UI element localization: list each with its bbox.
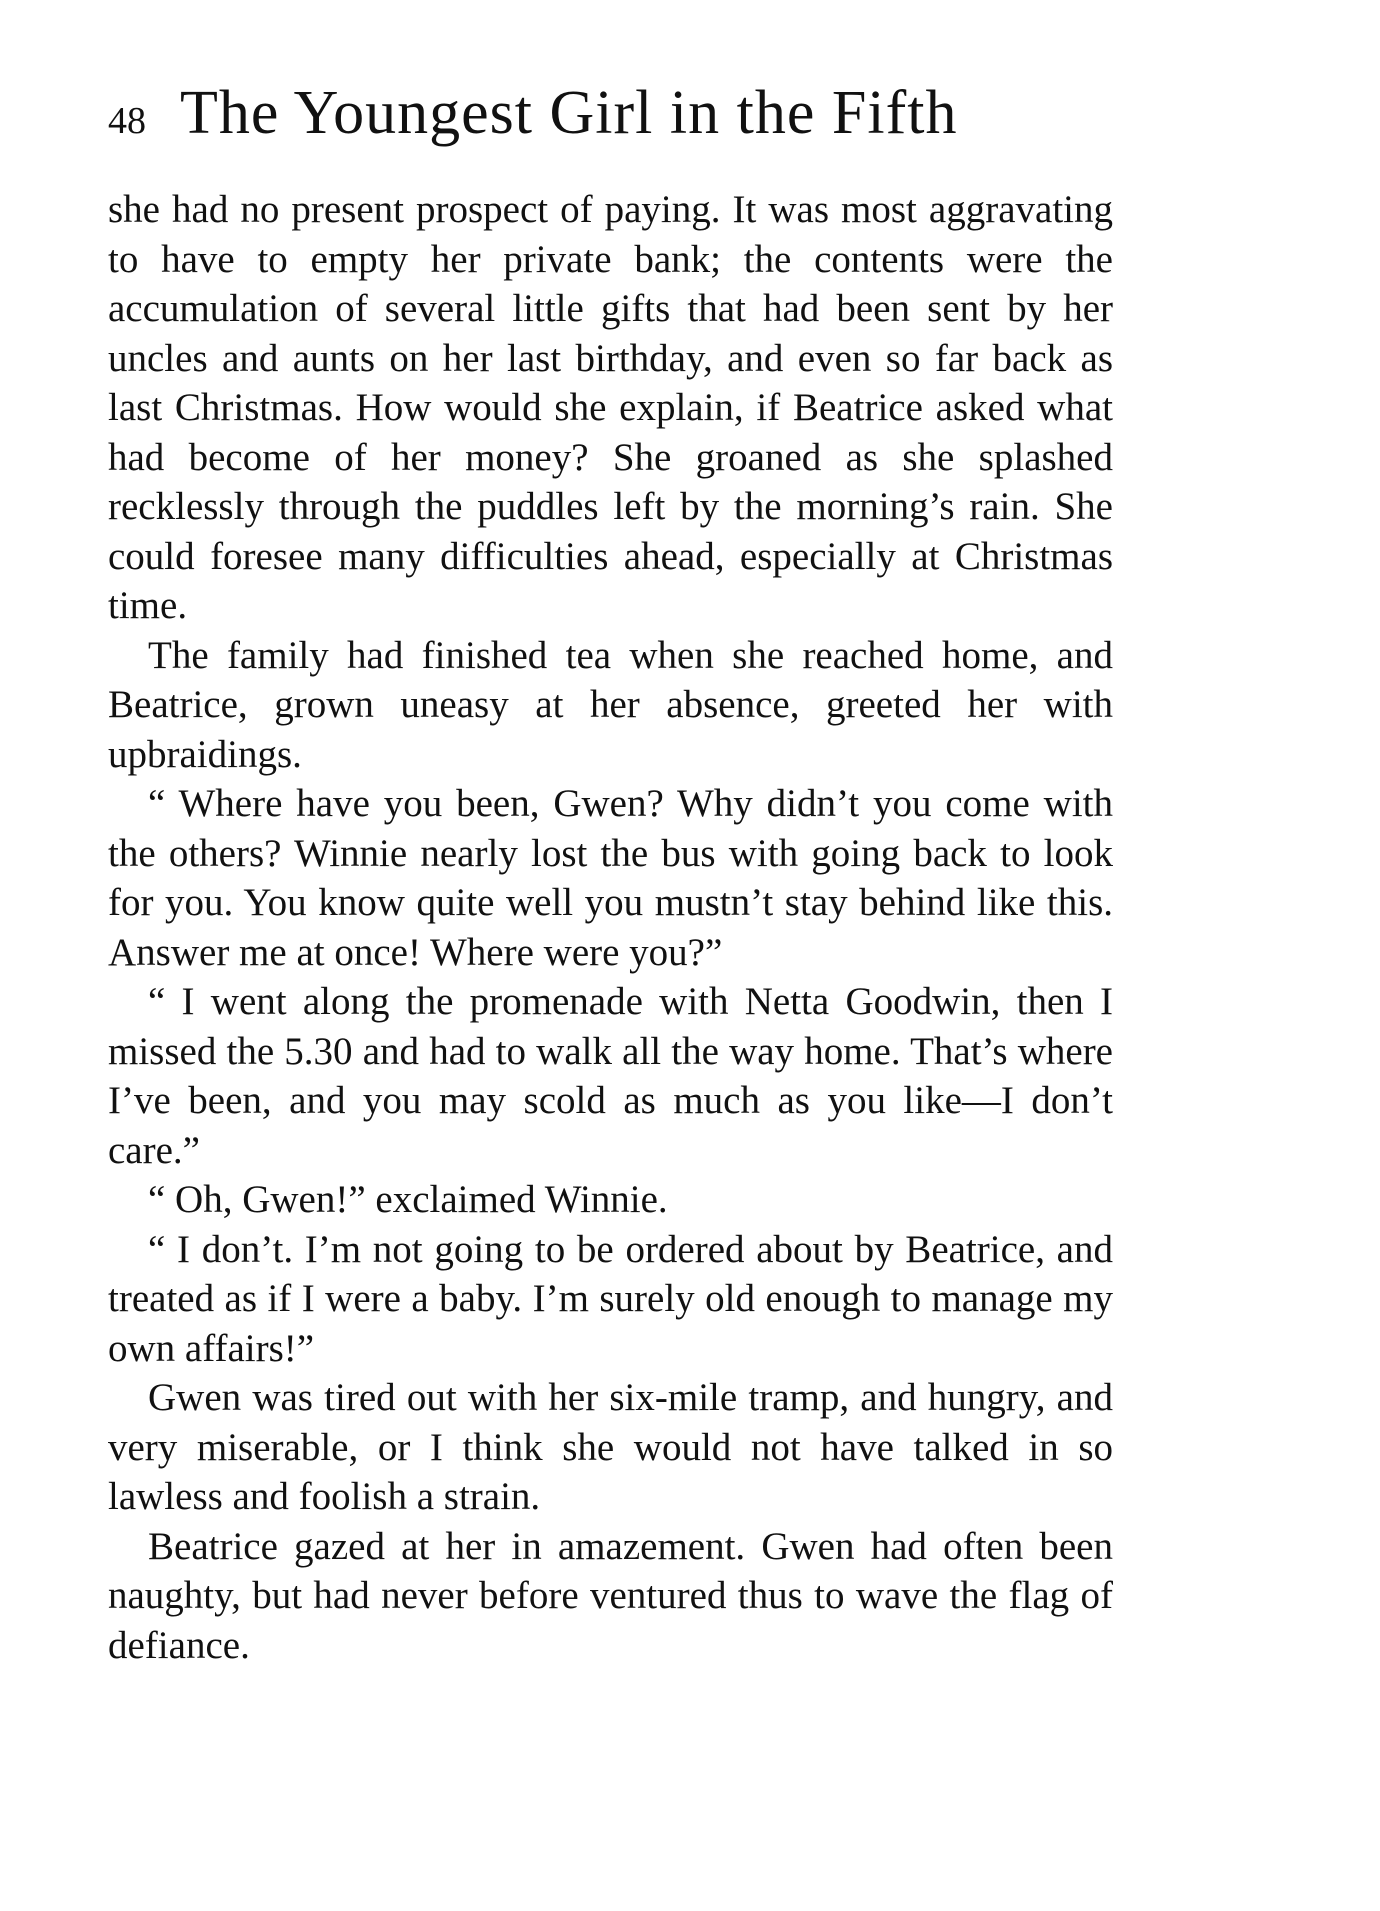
book-title: The Youngest Girl in the Fifth: [180, 79, 958, 147]
paragraph: Gwen was tired out with her six-mile tramp, and hungry, and very miserable, or I think she would not have talked in so lawless and foolish a strain.: [108, 1376, 1113, 1518]
paragraph-dialogue: “ Oh, Gwen!” exclaimed Winnie.: [148, 1178, 668, 1221]
paragraph: Beatrice gazed at her in amazement. Gwen had often been naughty, but had never before ventured thus to wave the flag of defiance.: [108, 1524, 1113, 1667]
running-head: [108, 78, 957, 158]
paragraph-dialogue: “ I went along the promenade with Netta Goodwin, then I missed the 5.30 and had to walk all the way home. That’s where I’ve been, and you may scold as much as you like—I don’t care.”: [108, 980, 1113, 1172]
paragraph-dialogue: “ I don’t. I’m not going to be ordered about by Beatrice, and treated as if I were a baby. I’m surely old enough to manage my own affairs!”: [108, 1227, 1113, 1370]
paragraph-dialogue: “ Where have you been, Gwen? Why didn’t you come with the others? Winnie nearly lost the bus with going back to look for you. You know quite well you mustn’t stay behind like this. Answer me at once! Where were you?”: [108, 782, 1113, 974]
paragraph-continuation: she had no present prospect of paying. It was most aggravating to have to empty her private bank; the contents were the accumulation of several little gifts that had been sent by her uncles and aunts on her last birthday, and even so far back as last Christmas. How would she explain, if Beatrice asked what had become of her money? She groaned as she splashed recklessly through the puddles left by the morning’s rain. She could foresee many difficulties ahead, especially at Christmas time.: [108, 188, 1113, 627]
page-number: 48: [108, 100, 146, 142]
body-text: [108, 185, 1113, 1670]
paragraph: The family had finished tea when she reached home, and Beatrice, grown uneasy at her absence, greeted her with upbraidings.: [108, 633, 1113, 776]
